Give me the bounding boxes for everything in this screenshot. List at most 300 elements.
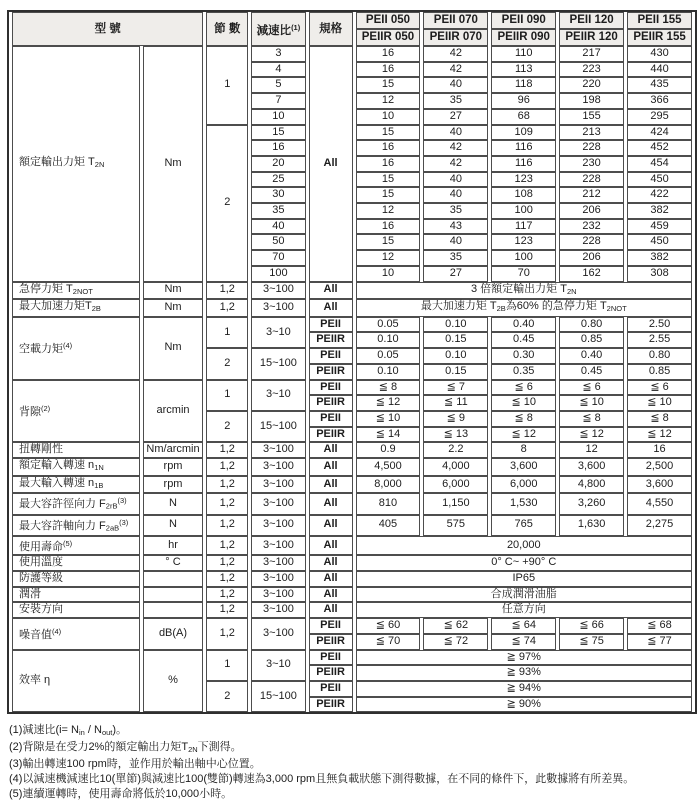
value-cell: 232 — [559, 219, 624, 235]
value-cell: 10 — [356, 109, 421, 125]
footnote-3: (3)輸出轉速100 rpm時，並作用於輸出軸中心位置。 — [9, 758, 261, 771]
value-cell: ≦ 72 — [423, 634, 488, 650]
unit-cell: ° C — [143, 555, 204, 571]
ratio-cell: 15~100 — [251, 348, 305, 379]
stages-cell: 1,2 — [206, 476, 248, 494]
value-cell: 0.85 — [559, 332, 624, 348]
stages-cell: 1,2 — [206, 458, 248, 476]
value-cell: ≦ 6 — [627, 380, 692, 396]
value-cell: 118 — [491, 77, 556, 93]
merged-value: ≧ 94% — [356, 681, 692, 697]
value-cell: 113 — [491, 62, 556, 78]
value-cell: 8 — [491, 442, 556, 458]
value-cell: 4,500 — [356, 458, 421, 476]
value-cell: 15 — [356, 172, 421, 188]
value-cell: 16 — [356, 219, 421, 235]
value-cell: 42 — [423, 46, 488, 62]
value-cell: ≦ 7 — [423, 380, 488, 396]
table-row — [12, 618, 692, 634]
value-cell: 15 — [356, 234, 421, 250]
value-cell: ≦ 70 — [356, 634, 421, 650]
unit-cell: % — [143, 650, 204, 713]
value-cell: 0.40 — [559, 348, 624, 364]
value-cell: 230 — [559, 156, 624, 172]
table-row — [12, 458, 692, 476]
merged-value: 3 倍額定輸出力矩 $T_{2N}$ — [356, 282, 692, 300]
stages-cell: 1,2 — [206, 442, 248, 458]
value-cell: 16 — [356, 62, 421, 78]
ratio-cell: 50 — [251, 234, 305, 250]
param-max-input-speed: 最大輸入轉速 $n_{1B}$ — [12, 476, 140, 494]
value-cell: 35 — [423, 203, 488, 219]
value-cell: 366 — [627, 93, 692, 109]
unit-cell: N — [143, 493, 204, 514]
value-cell: 0.80 — [559, 317, 624, 333]
value-cell: 0.80 — [627, 348, 692, 364]
param-emergency-stop-torque: 急停力矩 $T_{2NOT}$ — [12, 282, 140, 300]
model-header-peiir-050: PEIIR 050 — [356, 29, 421, 46]
value-cell: 16 — [356, 140, 421, 156]
table-row — [12, 380, 692, 396]
value-cell: 0.15 — [423, 364, 488, 380]
value-cell: 2.2 — [423, 442, 488, 458]
spec-cell: All — [309, 587, 353, 603]
value-cell: 27 — [423, 266, 488, 282]
model-header-peiir-120: PEIIR 120 — [559, 29, 624, 46]
value-cell: 217 — [559, 46, 624, 62]
spec-cell: PEII — [309, 348, 353, 364]
spec-cell: All — [309, 476, 353, 494]
ratio-cell: 3~100 — [251, 515, 305, 536]
stages-cell: 1,2 — [206, 282, 248, 300]
table-row — [12, 317, 692, 333]
ratio-cell: 3~100 — [251, 555, 305, 571]
spec-cell: PEIIR — [309, 395, 353, 411]
spec-cell: PEIIR — [309, 634, 353, 650]
value-cell: 116 — [491, 140, 556, 156]
value-cell: ≦ 9 — [423, 411, 488, 427]
value-cell: 382 — [627, 203, 692, 219]
table-row — [12, 46, 692, 62]
value-cell: 430 — [627, 46, 692, 62]
value-cell: ≦ 77 — [627, 634, 692, 650]
value-cell: 16 — [356, 156, 421, 172]
value-cell: 116 — [491, 156, 556, 172]
value-cell: ≦ 10 — [356, 411, 421, 427]
param-protection-class: 防護等級 — [12, 571, 140, 587]
param-backlash: 背隙$^{(2)}$ — [12, 380, 140, 443]
merged-value: 0° C~ +90° C — [356, 555, 692, 571]
ratio-cell: 15~100 — [251, 411, 305, 442]
stages-cell: 2 — [206, 125, 248, 282]
value-cell: 213 — [559, 125, 624, 141]
value-cell: 0.10 — [356, 364, 421, 380]
value-cell: 10 — [356, 266, 421, 282]
ratio-cell: 3~100 — [251, 282, 305, 300]
spec-table-body — [12, 46, 692, 712]
param-rated-input-speed: 額定輸入轉速 $n_{1N}$ — [12, 458, 140, 476]
value-cell: 123 — [491, 172, 556, 188]
spec-cell: PEII — [309, 317, 353, 333]
table-row — [12, 587, 692, 603]
spec-cell: All — [309, 571, 353, 587]
value-cell: 0.30 — [491, 348, 556, 364]
spec-cell: PEIIR — [309, 332, 353, 348]
ratio-cell: 16 — [251, 140, 305, 156]
value-cell: 40 — [423, 234, 488, 250]
value-cell: 4,550 — [627, 493, 692, 514]
value-cell: ≦ 10 — [627, 395, 692, 411]
value-cell: ≦ 74 — [491, 634, 556, 650]
value-cell: 16 — [356, 46, 421, 62]
ratio-cell: 3~100 — [251, 458, 305, 476]
table-row — [12, 650, 692, 666]
value-cell: ≦ 68 — [627, 618, 692, 634]
value-cell: 0.9 — [356, 442, 421, 458]
table-row — [12, 476, 692, 494]
table-row — [12, 442, 692, 458]
value-cell: 12 — [356, 250, 421, 266]
value-cell: 454 — [627, 156, 692, 172]
value-cell: 8,000 — [356, 476, 421, 494]
spec-cell: All — [309, 536, 353, 555]
unit-cell: Nm — [143, 282, 204, 300]
ratio-cell: 10 — [251, 109, 305, 125]
unit-cell: rpm — [143, 458, 204, 476]
value-cell: ≦ 12 — [491, 427, 556, 443]
model-header-peii-155: PEII 155 — [627, 12, 692, 29]
ratio-cell: 25 — [251, 172, 305, 188]
value-cell: 96 — [491, 93, 556, 109]
unit-cell: dB(A) — [143, 618, 204, 649]
ratio-cell: 5 — [251, 77, 305, 93]
value-cell: 15 — [356, 187, 421, 203]
value-cell: 198 — [559, 93, 624, 109]
spec-cell: PEII — [309, 380, 353, 396]
stages-cell: 2 — [206, 411, 248, 442]
value-cell: 212 — [559, 187, 624, 203]
footnote-2: (2)背隙是在受力2%的額定輸出力矩$T_{2N}$下測得。 — [9, 741, 242, 755]
value-cell: 295 — [627, 109, 692, 125]
param-noise-level: 噪音值$^{(4)}$ — [12, 618, 140, 649]
unit-cell: N — [143, 515, 204, 536]
table-row — [12, 571, 692, 587]
spec-cell: All — [309, 442, 353, 458]
value-cell: ≦ 6 — [491, 380, 556, 396]
model-header-peii-090: PEII 090 — [491, 12, 556, 29]
value-cell: 109 — [491, 125, 556, 141]
stages-cell: 1,2 — [206, 493, 248, 514]
ratio-cell: 15 — [251, 125, 305, 141]
col-header-model: 型 號 — [12, 12, 203, 46]
param-torsional-rigidity: 扭轉剛性 — [12, 442, 140, 458]
value-cell: 117 — [491, 219, 556, 235]
spec-cell: PEIIR — [309, 427, 353, 443]
merged-value: 合成潤滑油脂 — [356, 587, 692, 603]
ratio-cell: 40 — [251, 219, 305, 235]
value-cell: 0.15 — [423, 332, 488, 348]
value-cell: 6,000 — [491, 476, 556, 494]
table-row — [12, 602, 692, 618]
stages-cell: 1 — [206, 317, 248, 348]
value-cell: ≦ 8 — [559, 411, 624, 427]
merged-value: ≧ 93% — [356, 665, 692, 681]
ratio-cell: 3~100 — [251, 587, 305, 603]
spec-cell: All — [309, 602, 353, 618]
unit-cell — [143, 571, 204, 587]
merged-value: 20,000 — [356, 536, 692, 555]
value-cell: 3,600 — [559, 458, 624, 476]
value-cell: 810 — [356, 493, 421, 514]
value-cell: 42 — [423, 62, 488, 78]
value-cell: 1,150 — [423, 493, 488, 514]
merged-value: ≧ 97% — [356, 650, 692, 666]
table-row — [12, 12, 692, 29]
stages-cell: 1,2 — [206, 299, 248, 317]
ratio-cell: 30 — [251, 187, 305, 203]
ratio-cell: 3~100 — [251, 602, 305, 618]
model-header-peii-070: PEII 070 — [423, 12, 488, 29]
value-cell: 405 — [356, 515, 421, 536]
value-cell: 382 — [627, 250, 692, 266]
spec-cell: All — [309, 555, 353, 571]
value-cell: ≦ 12 — [627, 427, 692, 443]
value-cell: 228 — [559, 140, 624, 156]
footnote-5: (5)連續運轉時，使用壽命將低於10,000小時。 — [9, 788, 233, 801]
value-cell: ≦ 8 — [356, 380, 421, 396]
col-header-spec: 規格 — [309, 12, 353, 46]
stages-cell: 2 — [206, 681, 248, 712]
value-cell: 575 — [423, 515, 488, 536]
param-operating-temperature: 使用溫度 — [12, 555, 140, 571]
ratio-cell: 20 — [251, 156, 305, 172]
value-cell: ≦ 13 — [423, 427, 488, 443]
value-cell: 3,260 — [559, 493, 624, 514]
value-cell: 2,275 — [627, 515, 692, 536]
value-cell: ≦ 11 — [423, 395, 488, 411]
value-cell: ≦ 62 — [423, 618, 488, 634]
value-cell: 223 — [559, 62, 624, 78]
stages-cell: 1,2 — [206, 618, 248, 649]
footnote-1: (1)減速比$(i= N_{in} / N_{out})$。 — [9, 724, 128, 738]
value-cell: 123 — [491, 234, 556, 250]
value-cell: ≦ 12 — [559, 427, 624, 443]
model-header-peii-050: PEII 050 — [356, 12, 421, 29]
stages-cell: 1,2 — [206, 602, 248, 618]
stages-cell: 1,2 — [206, 571, 248, 587]
value-cell: 0.45 — [559, 364, 624, 380]
ratio-cell: 3~10 — [251, 650, 305, 681]
table-row — [12, 299, 692, 317]
value-cell: 450 — [627, 234, 692, 250]
ratio-cell: 15~100 — [251, 681, 305, 712]
value-cell: ≦ 64 — [491, 618, 556, 634]
value-cell: 15 — [356, 77, 421, 93]
value-cell: 0.05 — [356, 317, 421, 333]
value-cell: ≦ 6 — [559, 380, 624, 396]
param-max-axial-force: 最大容許軸向力 $F_{2aB}^{(3)}$ — [12, 515, 140, 536]
model-header-peiir-155: PEIIR 155 — [627, 29, 692, 46]
value-cell: 424 — [627, 125, 692, 141]
value-cell: 228 — [559, 172, 624, 188]
unit-cell — [143, 587, 204, 603]
unit-cell: hr — [143, 536, 204, 555]
value-cell: ≦ 60 — [356, 618, 421, 634]
spec-cell: PEIIR — [309, 665, 353, 681]
value-cell: 15 — [356, 125, 421, 141]
value-cell: 3,600 — [491, 458, 556, 476]
param-lubrication: 潤滑 — [12, 587, 140, 603]
merged-value: ≧ 90% — [356, 697, 692, 713]
value-cell: ≦ 8 — [491, 411, 556, 427]
value-cell: 2.50 — [627, 317, 692, 333]
value-cell: 42 — [423, 156, 488, 172]
footnotes — [7, 723, 696, 802]
value-cell: 4,800 — [559, 476, 624, 494]
unit-cell: Nm/arcmin — [143, 442, 204, 458]
value-cell: 43 — [423, 219, 488, 235]
value-cell: 35 — [423, 250, 488, 266]
unit-cell: arcmin — [143, 380, 204, 443]
value-cell: ≦ 75 — [559, 634, 624, 650]
value-cell: 12 — [559, 442, 624, 458]
value-cell: ≦ 8 — [627, 411, 692, 427]
ratio-cell: 4 — [251, 62, 305, 78]
value-cell: ≦ 66 — [559, 618, 624, 634]
table-row — [12, 282, 692, 300]
value-cell: 2.55 — [627, 332, 692, 348]
stages-cell: 2 — [206, 348, 248, 379]
value-cell: 0.45 — [491, 332, 556, 348]
col-header-ratio: 減速比$^{(1)}$ — [251, 12, 305, 46]
stages-cell: 1 — [206, 46, 248, 125]
spec-cell: All — [309, 515, 353, 536]
ratio-cell: 100 — [251, 266, 305, 282]
param-max-radial-force: 最大容許徑向力 $F_{2rB}^{(3)}$ — [12, 493, 140, 514]
spec-cell: PEIIR — [309, 697, 353, 713]
ratio-cell: 3~100 — [251, 571, 305, 587]
merged-value: 最大加速力矩 $T_{2B}$為60% 的急停力矩 $T_{2NOT}$ — [356, 299, 692, 317]
value-cell: 765 — [491, 515, 556, 536]
spec-cell: All — [309, 282, 353, 300]
value-cell: 1,530 — [491, 493, 556, 514]
spec-cell: All — [309, 458, 353, 476]
value-cell: 68 — [491, 109, 556, 125]
spec-cell: All — [309, 46, 353, 282]
value-cell: 40 — [423, 77, 488, 93]
value-cell: ≦ 10 — [559, 395, 624, 411]
merged-value: IP65 — [356, 571, 692, 587]
footnote-4: (4)以減速機減速比10(單節)與減速比100(雙節)轉速為3,000 rpm且無負載狀態下測得數據，在不同的條件下，此數據將有所差異。 — [9, 773, 635, 786]
value-cell: 162 — [559, 266, 624, 282]
param-mounting-direction: 安裝方向 — [12, 602, 140, 618]
stages-cell: 1,2 — [206, 555, 248, 571]
spec-table-head — [12, 12, 692, 46]
stages-cell: 1 — [206, 650, 248, 681]
value-cell: ≦ 14 — [356, 427, 421, 443]
table-row — [12, 536, 692, 555]
table-row — [12, 493, 692, 514]
value-cell: 27 — [423, 109, 488, 125]
value-cell: 6,000 — [423, 476, 488, 494]
param-max-acceleration-torque: 最大加速力矩$T_{2B}$ — [12, 299, 140, 317]
value-cell: 3,600 — [627, 476, 692, 494]
value-cell: 12 — [356, 203, 421, 219]
value-cell: 0.10 — [423, 348, 488, 364]
value-cell: 4,000 — [423, 458, 488, 476]
ratio-cell: 3~100 — [251, 299, 305, 317]
value-cell: 35 — [423, 93, 488, 109]
model-header-peiir-070: PEIIR 070 — [423, 29, 488, 46]
value-cell: 459 — [627, 219, 692, 235]
value-cell: 16 — [627, 442, 692, 458]
ratio-cell: 3~100 — [251, 476, 305, 494]
value-cell: 40 — [423, 172, 488, 188]
ratio-cell: 3~10 — [251, 317, 305, 348]
value-cell: 0.85 — [627, 364, 692, 380]
value-cell: 110 — [491, 46, 556, 62]
value-cell: 0.10 — [356, 332, 421, 348]
stages-cell: 1,2 — [206, 515, 248, 536]
value-cell: 155 — [559, 109, 624, 125]
value-cell: 0.10 — [423, 317, 488, 333]
ratio-cell: 3~100 — [251, 618, 305, 649]
value-cell: 100 — [491, 203, 556, 219]
stages-cell: 1,2 — [206, 587, 248, 603]
stages-cell: 1,2 — [206, 536, 248, 555]
model-header-peii-120: PEII 120 — [559, 12, 624, 29]
ratio-cell: 3~100 — [251, 493, 305, 514]
ratio-cell: 35 — [251, 203, 305, 219]
value-cell: 0.35 — [491, 364, 556, 380]
ratio-cell: 3 — [251, 46, 305, 62]
value-cell: 40 — [423, 187, 488, 203]
merged-value: 任意方向 — [356, 602, 692, 618]
unit-cell: rpm — [143, 476, 204, 494]
param-service-life: 使用壽命$^{(5)}$ — [12, 536, 140, 555]
spec-cell: PEII — [309, 411, 353, 427]
value-cell: 0.40 — [491, 317, 556, 333]
unit-cell: Nm — [143, 317, 204, 380]
value-cell: ≦ 10 — [491, 395, 556, 411]
value-cell: 1,630 — [559, 515, 624, 536]
value-cell: 40 — [423, 125, 488, 141]
ratio-cell: 7 — [251, 93, 305, 109]
value-cell: 440 — [627, 62, 692, 78]
col-header-stages: 節 數 — [206, 12, 248, 46]
value-cell: 452 — [627, 140, 692, 156]
ratio-cell: 70 — [251, 250, 305, 266]
value-cell: 12 — [356, 93, 421, 109]
ratio-cell: 3~100 — [251, 536, 305, 555]
ratio-cell: 3~10 — [251, 380, 305, 411]
table-row — [12, 555, 692, 571]
unit-cell — [143, 602, 204, 618]
spec-cell: PEII — [309, 681, 353, 697]
value-cell: 206 — [559, 250, 624, 266]
value-cell: 100 — [491, 250, 556, 266]
table-row — [12, 515, 692, 536]
value-cell: 308 — [627, 266, 692, 282]
spec-table — [7, 10, 697, 714]
value-cell: 435 — [627, 77, 692, 93]
model-header-peiir-090: PEIIR 090 — [491, 29, 556, 46]
stages-cell: 1 — [206, 380, 248, 411]
value-cell: 70 — [491, 266, 556, 282]
value-cell: ≦ 12 — [356, 395, 421, 411]
ratio-cell: 3~100 — [251, 442, 305, 458]
value-cell: 450 — [627, 172, 692, 188]
